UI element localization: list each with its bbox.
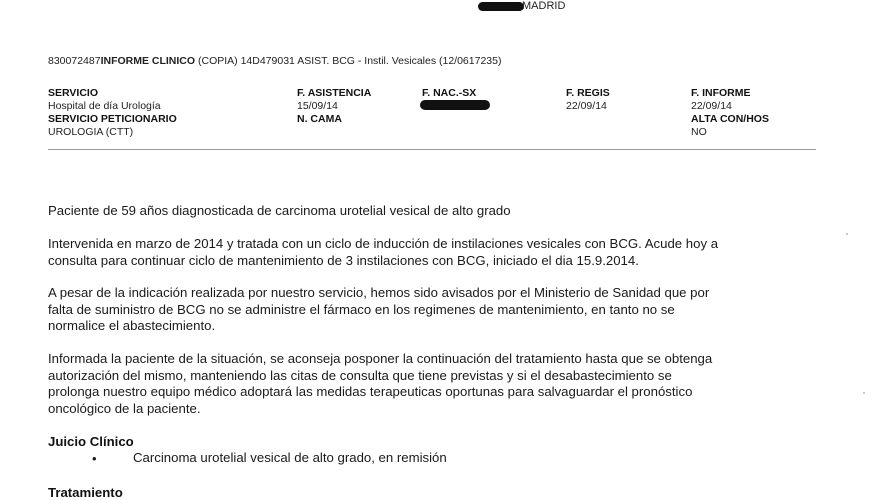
alta-label: ALTA CON/HOS	[691, 113, 769, 125]
servicio-label: SERVICIO	[48, 87, 98, 99]
paragraph-line: oncológico de la paciente.	[48, 400, 201, 416]
report-header	[48, 55, 501, 67]
servicio-value: Hospital de día Urología	[48, 100, 161, 112]
juicio-item: Carcinoma urotelial vesical de alto grado, en remisión	[133, 450, 447, 465]
peticionario-value: UROLOGIA (CTT)	[48, 126, 134, 138]
paragraph-line: Intervenida en marzo de 2014 y tratada con un ciclo de inducción de instilaciones vesicales con BCG. Acude hoy a	[48, 236, 719, 251]
redacted-birthdate	[420, 100, 490, 110]
cama-label: N. CAMA	[297, 113, 342, 125]
informe-label: F. INFORME	[691, 87, 751, 99]
alta-value: NO	[691, 126, 707, 138]
bullet-icon: •	[92, 451, 97, 466]
paragraph-line: normalice el abastecimiento.	[48, 318, 216, 333]
paragraph-shortage	[48, 285, 808, 335]
city-label: MADRID	[522, 0, 566, 12]
paragraph-diagnosis	[48, 203, 808, 220]
header-divider	[48, 149, 816, 150]
informe-value: 22/09/14	[691, 100, 732, 112]
paragraph-line: Paciente de 59 años diagnosticada de carcinoma urotelial vesical de alto grado	[48, 203, 511, 218]
paragraph-line: falta de suministro de BCG no se administre el fármaco en los regimenes de mantenimiento, en tanto no se	[48, 301, 675, 317]
paragraph-history	[48, 236, 808, 269]
report-id: 830072487	[48, 55, 101, 67]
paragraph-line: prolonga nuestro equipo médico adoptará las medidas terapeuticas oportunas para salvaguardar el pronóstico	[48, 384, 693, 399]
paragraph-recommendation	[48, 351, 808, 417]
scan-speck	[863, 392, 865, 394]
nac-label: F. NAC.-SX	[422, 87, 477, 99]
redacted-address	[478, 2, 524, 11]
asistencia-value: 15/09/14	[297, 100, 338, 112]
tratamiento-heading: Tratamiento	[48, 485, 123, 500]
report-subtitle: (COPIA) 14D479031 ASIST. BCG - Instil. Vesicales (12/0617235)	[197, 55, 502, 67]
paragraph-line: autorización del mismo, manteniendo las citas de consulta que tiene previstas y si el desabastecimiento se	[48, 367, 672, 383]
regis-value: 22/09/14	[566, 100, 607, 112]
peticionario-label: SERVICIO PETICIONARIO	[48, 113, 177, 125]
paragraph-line: Informada la paciente de la situación, se aconseja posponer la continuación del tratamiento hasta que se obtenga	[48, 351, 713, 366]
paragraph-line: consulta para continuar ciclo de mantenimiento de 3 instilaciones con BCG, iniciado el dia 15.9.2014.	[48, 252, 639, 268]
paragraph-line: A pesar de la indicación realizada por nuestro servicio, hemos sido avisados por el Ministerio de Sanidad que por	[48, 285, 710, 300]
asistencia-label: F. ASISTENCIA	[297, 87, 372, 99]
juicio-heading: Juicio Clínico	[48, 434, 134, 449]
regis-label: F. REGIS	[566, 87, 610, 99]
report-title: INFORME CLINICO	[100, 55, 196, 67]
scan-speck	[846, 233, 848, 235]
